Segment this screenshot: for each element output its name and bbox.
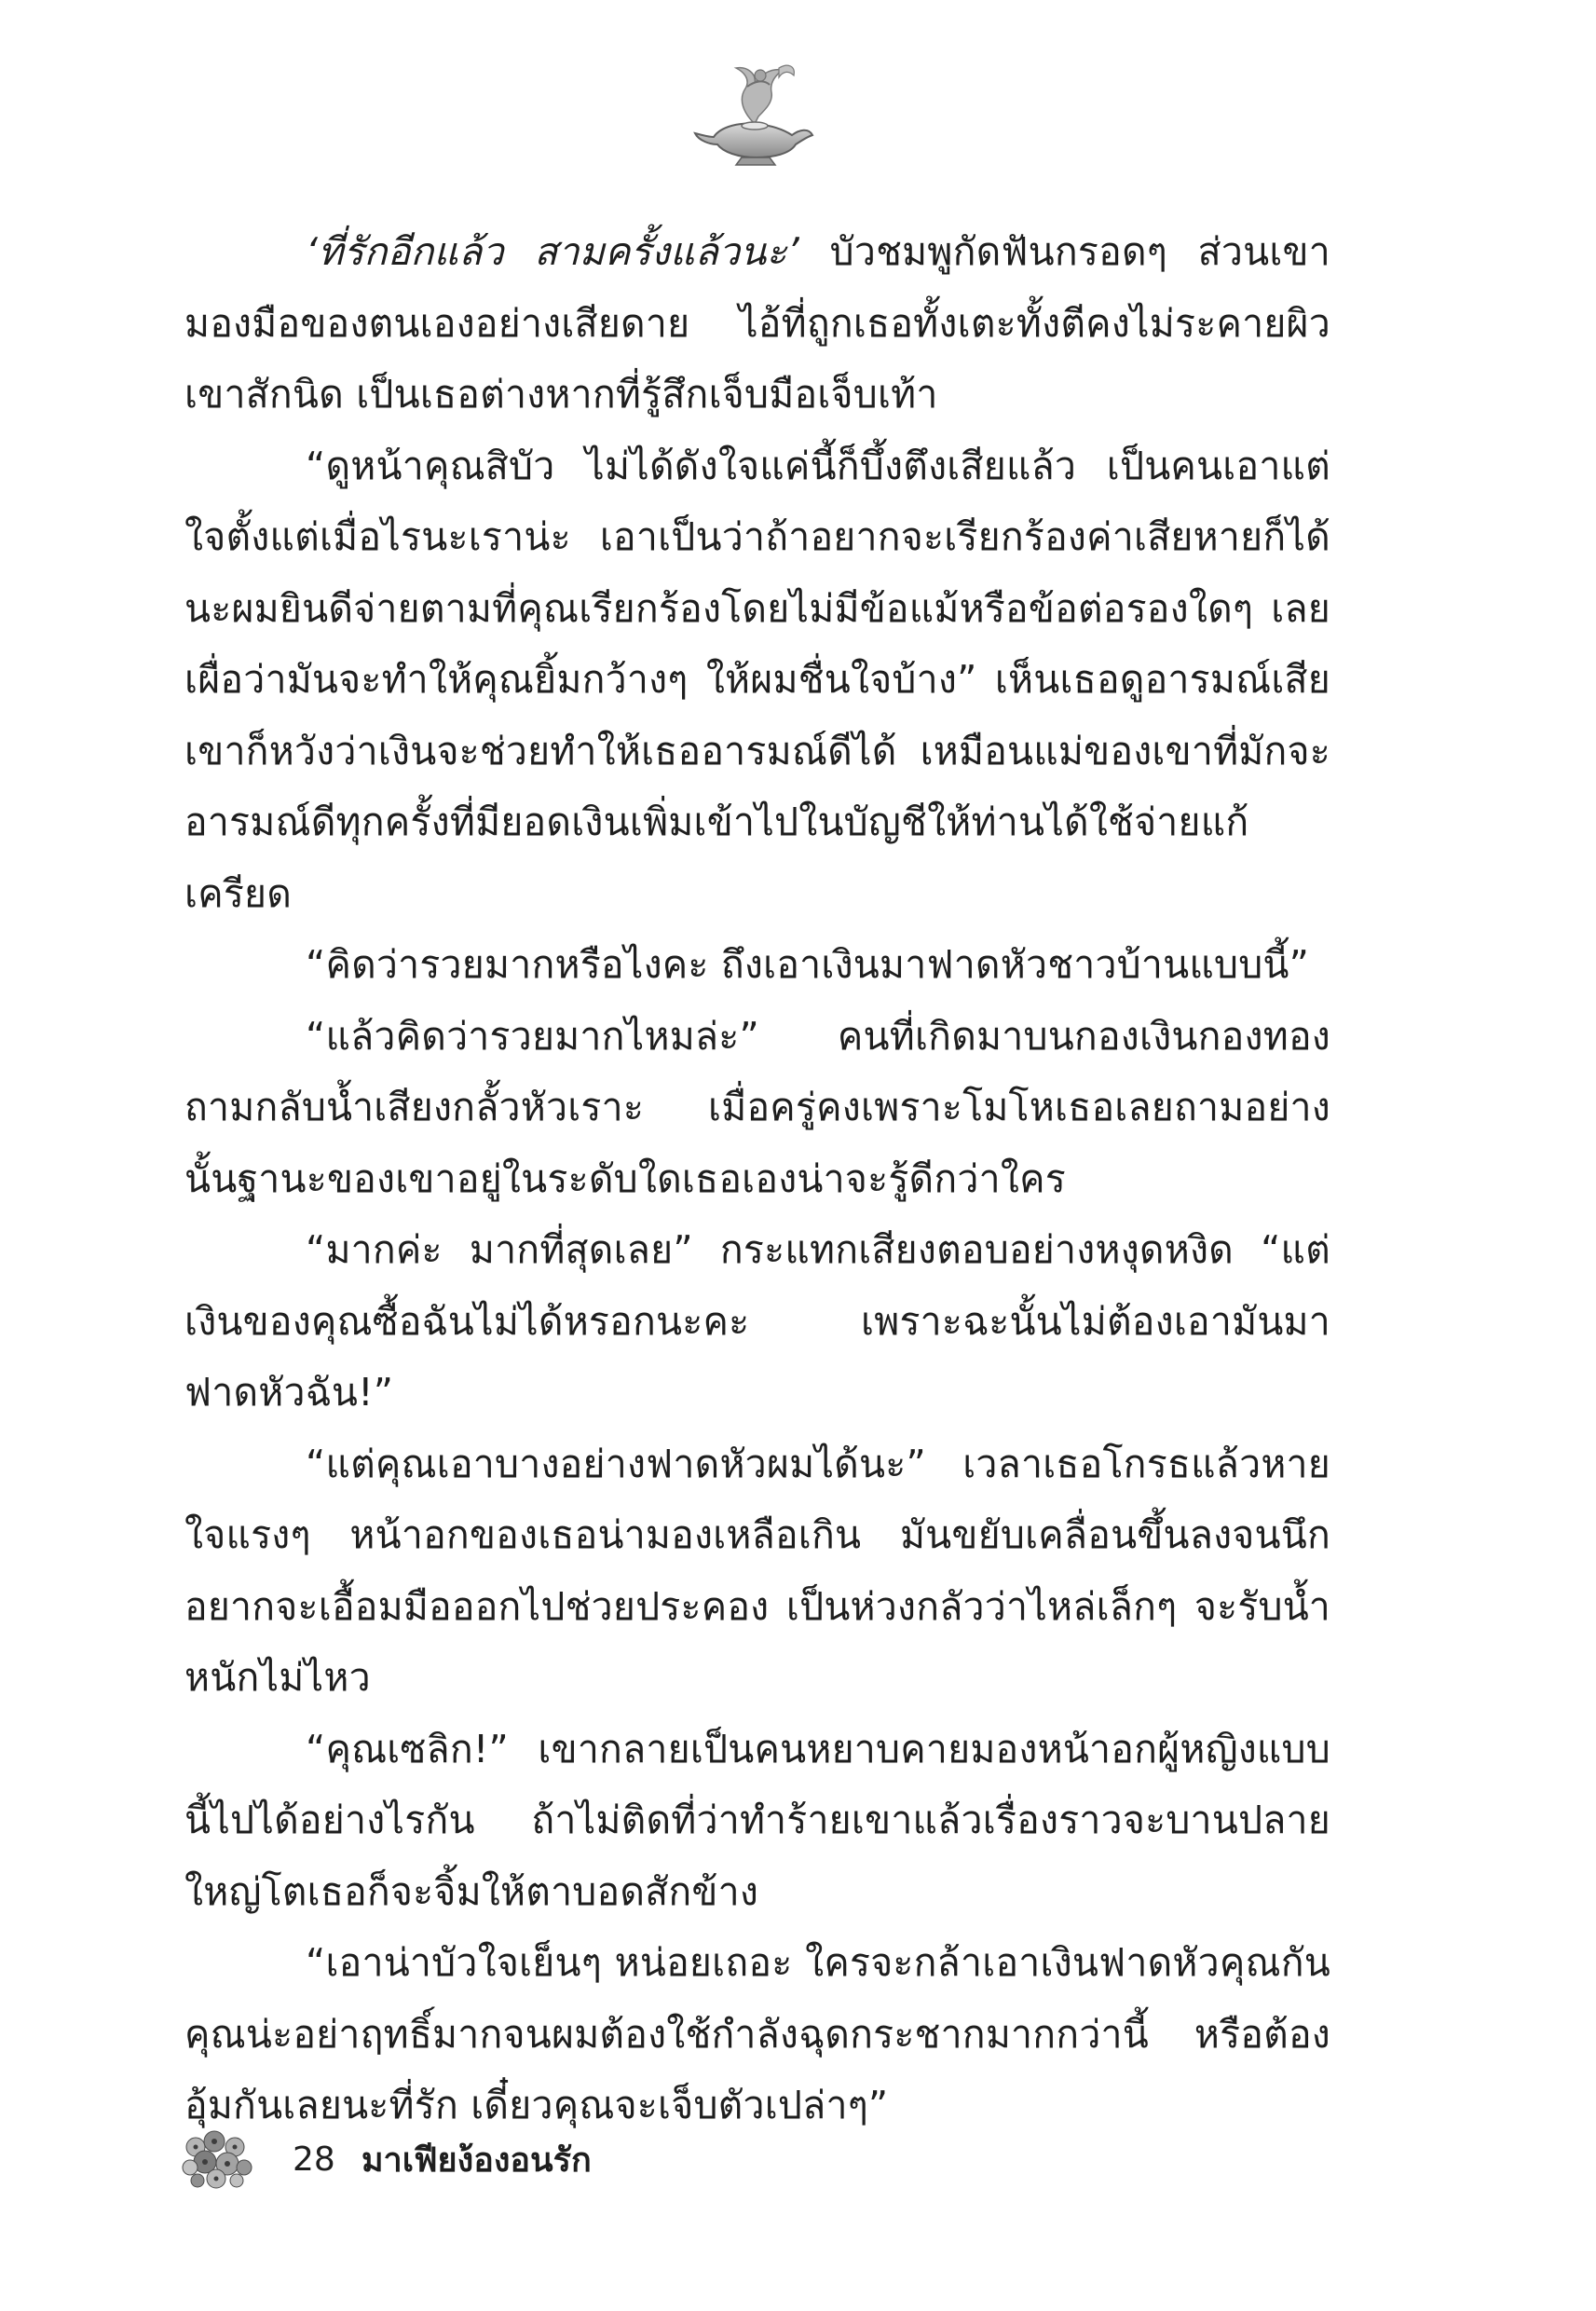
page-footer (177, 2126, 592, 2192)
paragraph-8: “เอาน่าบัวใจเย็นๆ หน่อยเถอะ ใครจะกล้าเอาเงินฟาดหัวคุณกันคุณน่ะอย่าฤทธิ์มากจนผมต้องใช้กำลังฉุดกระชากมากกว่านี้ หรือต้องอุ้มกันเลยนะที่รัก เดี๋ยวคุณจะเจ็บตัวเปล่าๆ” (184, 1940, 1330, 2127)
paragraph-3: “คิดว่ารวยมากหรือไงคะ ถึงเอาเงินมาฟาดหัวชาวบ้านแบบนี้” (306, 942, 1310, 987)
page-number: 28 (293, 2140, 335, 2179)
paragraph-7: “คุณเซลิก!” เขากลายเป็นคนหยาบคายมองหน้าอกผู้หญิงแบบนี้ไปได้อย่างไรกัน ถ้าไม่ติดที่ว่าทำร้ายเขาแล้วเรื่องราวจะบานปลายใหญ่โตเธอก็จะจิ้มให้ตาบอดสักข้าง (184, 1726, 1330, 1914)
story-text (184, 216, 1330, 2141)
genie-lamp-icon (689, 51, 820, 168)
paragraph-1-rest: บัวชมพูกัดฟันกรอดๆ ส่วนเขามองมือของตนเองอย่างเสียดาย ไอ้ที่ถูกเธอทั้งเตะทั้งตีคงไม่ระคายผิวเขาสักนิด เป็นเธอต่างหากที่รู้สึกเจ็บมือเจ็บเท้า (184, 229, 1330, 417)
paragraph-4: “แล้วคิดว่ารวยมากไหมล่ะ” คนที่เกิดมาบนกองเงินกองทองถามกลับน้ำเสียงกลั้วหัวเราะ เมื่อครู่คงเพราะโมโหเธอเลยถามอย่างนั้นฐานะของเขาอยู่ในระดับใดเธอเองน่าจะรู้ดีกว่าใคร (184, 1013, 1330, 1201)
book-title: มาเฟียง้องอนรัก (361, 2140, 592, 2180)
flower-bouquet-icon (177, 2126, 257, 2192)
paragraph-1 (184, 216, 1330, 431)
paragraph-6: “แต่คุณเอาบางอย่างฟาดหัวผมได้นะ” เวลาเธอโกรธแล้วหายใจแรงๆ หน้าอกของเธอน่ามองเหลือเกิน มันขยับเคลื่อนขึ้นลงจนนึกอยากจะเอื้อมมือออกไปช่วยประคอง เป็นห่วงกลัวว่าไหล่เล็กๆ จะรับน้ำหนักไม่ไหว (184, 1441, 1330, 1700)
inner-thought-italic: ‘ที่รักอีกแล้ว สามครั้งแล้วนะ’ (306, 229, 799, 274)
paragraph-5: “มากค่ะ มากที่สุดเลย” กระแทกเสียงตอบอย่างหงุดหงิด “แต่เงินของคุณซื้อฉันไม่ได้หรอกนะคะ เพราะฉะนั้นไม่ต้องเอามันมาฟาดหัวฉัน!” (184, 1227, 1330, 1415)
paragraph-2: “ดูหน้าคุณสิบัว ไม่ได้ดังใจแค่นี้ก็บึ้งตึงเสียแล้ว เป็นคนเอาแต่ใจตั้งแต่เมื่อไรนะเราน่ะ เอาเป็นว่าถ้าอยากจะเรียกร้องค่าเสียหายก็ได้นะผมยินดีจ่ายตามที่คุณเรียกร้องโดยไม่มีข้อแม้หรือข้อต่อรองใดๆ เลยเผื่อว่ามันจะทำให้คุณยิ้มกว้างๆ ให้ผมชื่นใจบ้าง” เห็นเธอดูอารมณ์เสียเขาก็หวังว่าเงินจะช่วยทำให้เธออารมณ์ดีได้ เหมือนแม่ของเขาที่มักจะอารมณ์ดีทุกครั้งที่มียอดเงินเพิ่มเข้าไปในบัญชีให้ท่านได้ใช้จ่ายแก้เครียด (184, 443, 1330, 916)
